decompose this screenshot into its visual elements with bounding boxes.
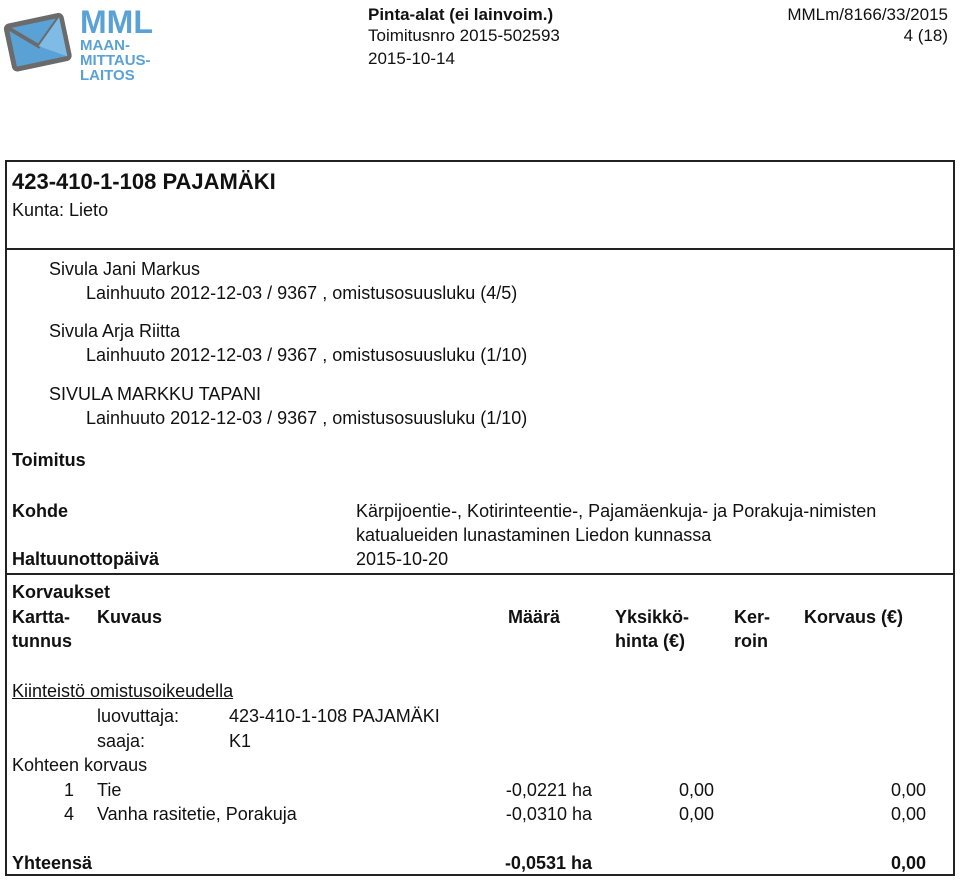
total-maara: -0,0531 ha [504,853,592,873]
owner-detail: Lainhuuto 2012-12-03 / 9367 , omistusosuusluku (4/5) [86,283,518,303]
owner-name: Sivula Jani Markus [49,259,201,279]
owner-name: Sivula Arja Riitta [49,321,181,341]
column-hinta: hinta (€) [615,631,685,651]
row-korvaus: 0,00 [890,804,926,824]
column-korvaus: Korvaus (€) [804,607,904,627]
document-date: 2015-10-14 [368,49,455,68]
divider-korvaukset [5,573,955,575]
column-yksikko: Yksikkö- [615,607,690,627]
row-maara: -0,0310 ha [505,804,592,824]
column-ker: Ker- [734,607,771,627]
luovuttaja-value: 423-410-1-108 PAJAMÄKI [229,706,440,726]
envelope-logo-icon [2,6,76,80]
document-reference: MMLm/8166/33/2015 [787,5,948,24]
mml-logo [0,0,160,90]
row-id: 4 [63,804,74,824]
property-title: 423-410-1-108 PAJAMÄKI [12,169,276,194]
column-kuvaus: Kuvaus [97,607,163,627]
kohde-value-line1: Kärpijoentie-, Kotirinteentie-, Pajamäenkuja- ja Porakuja-nimisten [356,501,877,521]
luovuttaja-label: luovuttaja: [97,706,180,726]
toimitus-heading: Toimitus [12,450,86,470]
logo-laitos-text: LAITOS [80,67,135,84]
owner-detail: Lainhuuto 2012-12-03 / 9367 , omistusosuusluku (1/10) [86,345,528,365]
saaja-label: saaja: [97,731,146,751]
row-maara: -0,0221 ha [505,780,592,800]
column-tunnus: tunnus [12,631,72,651]
row-kuvaus: Vanha rasitetie, Porakuja [97,804,297,824]
total-korvaus: 0,00 [890,853,926,873]
kohde-label: Kohde [12,501,68,521]
row-korvaus: 0,00 [890,780,926,800]
logo-mittaus-text: MITTAUS- [80,52,151,69]
owner-detail: Lainhuuto 2012-12-03 / 9367 , omistusosuusluku (1/10) [86,408,528,428]
municipality: Kunta: Lieto [12,200,109,220]
kohteen-korvaus-label: Kohteen korvaus [12,755,148,775]
document-title: Pinta-alat (ei lainvoim.) [368,5,554,24]
row-hinta: 0,00 [678,804,714,824]
section-title: Kiinteistö omistusoikeudella [12,681,234,701]
toimitusnro: Toimitusnro 2015-502593 [368,26,560,45]
total-label: Yhteensä [12,853,93,873]
row-id: 1 [63,780,74,800]
haltuunotto-label: Haltuunottopäivä [12,549,159,569]
row-kuvaus: Tie [97,780,122,800]
saaja-value: K1 [229,731,252,751]
divider-top [5,248,955,250]
logo-mml-text: MML [80,4,153,40]
kohde-value-line2: katualueiden lunastaminen Liedon kunnassa [356,525,712,545]
column-roin: roin [734,631,768,651]
page-number: 4 (18) [903,26,948,45]
row-hinta: 0,00 [678,780,714,800]
column-maara: Määrä [508,607,561,627]
column-kartta: Kartta- [12,607,71,627]
korvaukset-heading: Korvaukset [12,582,111,602]
haltuunotto-value: 2015-10-20 [356,549,449,569]
owner-name: SIVULA MARKKU TAPANI [49,384,262,404]
logo-maan-text: MAAN- [80,37,130,54]
